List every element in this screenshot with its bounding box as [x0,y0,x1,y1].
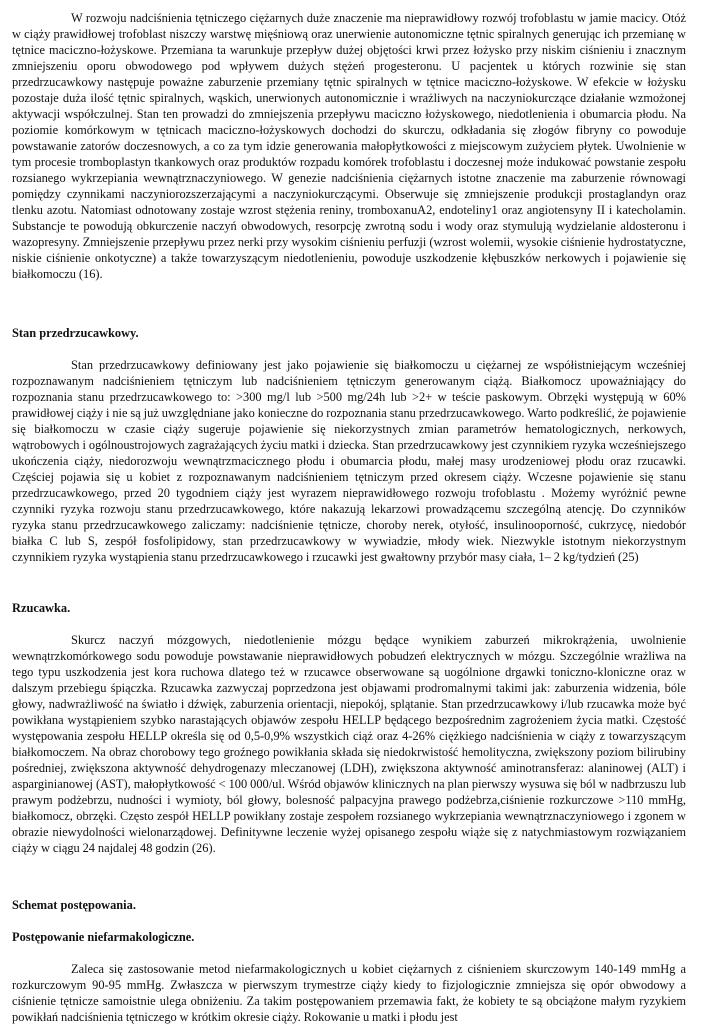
paragraph-eclampsia: Skurcz naczyń mózgowych, niedotlenienie mózgu będące wynikiem zaburzeń mikrokrążenia, uwolnienie wewnątrzkomórkowego sodu powoduje powstawanie nieprawidłowych pobudzeń elektrycznych w mózgu. Szczególnie wrażliwa na tego typu uszkodzenia jest kora ruchowa dlatego też w rzucawce obserwowane są uogólnione drgawki toniczno-kloniczne oraz w dalszym przebiegu śpiączka. Rzucawka zazwyczaj poprzedzona jest objawami prodromalnymi takimi jak: zaburzenia widzenia, bóle głowy, nadwrażliwość na światło i dźwięk, zaburzenia orientacji, niepokój, splątanie. Stan przedrzucawkowy i/lub rzucawka może być powikłana wystąpieniem szybko narastających objawów zespołu HELLP będącego bezpośrednim zagrożeniem życia matki. Częstość występowania zespołu HELLP określa się od 0,5-0,9% wszystkich ciąż oraz 4-26% ciężkiego nadciśnienia w ciąży z towarzyszącym białkomoczem. Na obraz chorobowy tego groźnego powikłania składa się niedokrwistość hemolityczna, zwiększony poziom bilirubiny pośredniej, zwiększona aktywność dehydrogenazy mleczanowej (LDH), zwiększona aktywność aminotransferaz: alaninowej (ALT) i asparginianowej (AST), małopłytkowość < 100 000/ul. Wśród objawów klinicznych na plan pierwszy wysuwa się ból w nadbrzuszu lub prawym podżebrzu, nudności i wymioty, ból głowy, bolesność palpacyjna prawego podżebrza,ciśnienie rozkurczowe >110 mmHg, białkomocz, obrzęki. Często zespół HELLP powikłany zostaje zespołem rozsianego wykrzepiania wewnątrznaczyniowego i zgonem w obrazie niewydolności wielonarządowej. Definitywne leczenie wyżej opisanego zespołu wiąże się z natychmiastowym rozwiązaniem ciąży w ciągu 24 najdalej 48 godzin (26). [12,633,686,855]
paragraph-preeclampsia: Stan przedrzucawkowy definiowany jest jako pojawienie się białkomoczu u ciężarnej ze współistniejącym wcześniej rozpoznawanym nadciśnieniem tętniczym lub nadciśnieniem tętniczym generowanym ciążą. Białkomocz upoważniający do rozpoznania stanu przedrzucawkowego to: >300 mg/l lub >500 mg/24h lub >2+ w teście paskowym. Obrzęki występują w 60% prawidłowej ciąży i nie są już uwzględniane jako konieczne do rozpoznania stanu przedrzucawkowego. Warto podkreślić, że pojawienie się białkomoczu w czasie ciąży sugeruje pojawienie się niekorzystnych zmian parametrów hematologicznych, nerkowych, wątrobowych i ogólnoustrojowych zagrażających życiu matki i dziecka. Stan przedrzucawkowy jest czynnikiem ryzyka wcześniejszego ukończenia ciąży, niedorozwoju wewnątrzmacicznego płodu i obumarcia płodu, małej masy urodzeniowej płodu oraz rzucawki. Częściej pojawia się u kobiet z rozpoznawanym nadciśnieniem tętniczym przed okresem ciąży. Wczesne pojawienie się stanu przedrzucawkowego, przed 20 tygodniem ciąży jest wyrazem nieprawidłowego rozwoju trofoblastu . Możemy wyróżnić pewne czynniki ryzyka rozwoju stanu przedrzucawkowego, które nakazują lekarzowi prowadzącemu szczególną atencję. Do czynników ryzyka stanu przedrzucawkowego zaliczamy: nadciśnienie tętnicze, choroby nerek, otyłość, insulinooporność, cukrzycę, niedobór białka C lub S, zespół fosfolipidowy, stan przedrzucawkowy w wywiadzie, młody wiek. Niezwykle istotnym niekorzystnym czynnikiem ryzyka wystąpienia stanu przedrzucawkowego i rzucawki jest gwałtowny przybór masy ciała, 1– 2 kg/tydzień (25) [12,358,686,564]
section-heading-preeclampsia: Stan przedrzucawkowy. [12,326,139,340]
section-heading-eclampsia: Rzucawka. [12,601,71,615]
paragraph-non-pharmacological: Zaleca się zastosowanie metod niefarmakologicznych u kobiet ciężarnych z ciśnieniem skurczowym 140-149 mmHg a rozkurczowym 90-95 mmHg. Zwłaszcza w pierwszym trymestrze ciąży kiedy to fizjologicznie zmniejsza się opór obwodowy a ciśnienie tętnicze samoistnie ulega obniżeniu. Za takim postępowaniem przemawia fakt, że kobiety te są obciążone małym ryzykiem powikłań nadciśnienia tętniczego w krótkim okresie ciąży. Rokowanie u matki i płodu jest [12,962,686,1024]
subsection-heading-non-pharmacological: Postępowanie niefarmakologiczne. [12,930,195,944]
paragraph-trophoblast: W rozwoju nadciśnienia tętniczego ciężarnych duże znaczenie ma nieprawidłowy rozwój trofoblastu w jamie macicy. Otóż w ciąży prawidłowej trofoblast niszczy warstwę mięśniową oraz unerwienie autonomiczne tętnic spiralnych generując ich przemianę w tętnice maciczno-łożyskowe. Przemiana ta warunkuje przepływ dużej objętości krwi przez łożysko przy niskim ciśnieniu i znacznym zmniejszeniu oporu obwodowego pod wpływem dużych stężeń progesteronu. U pacjentek u których rozwinie się stan przedrzucawkowy następuje poważne zaburzenie przemiany tętnic spiralnych w tętnice maciczno-łożyskowe. W efekcie w łożysku pozostaje duża ilość tętnic spiralnych, wąskich, unerwionych autonomicznie i wrażliwych na naczyniokurczące działanie wzmożonej aktywacji współczulnej. Stan ten prowadzi do zmniejszenia przepływu maciczno łożyskowego, niedotlenienia i obumarcia płodu. Na poziomie komórkowym w tętnicach maciczno-łożyskowych dochodzi do skurczu, odkładania się złogów fibryny co powoduje powstawanie zatorów doczesnowych, a co za tym idzie generowania małopłytkowości z miejscowym zużyciem płytek. Uwolnienie w tym procesie tromboplastyn tkankowych oraz produktów rozpadu komórek trofoblastu i doczesnej może indukować powstanie zespołu rozsianego wykrzepiania wewnątrznaczyniowego. W genezie nadciśnienia ciężarnych istotne znaczenie ma zaburzenie równowagi pomiędzy czynnikami naczyniorozszerzającymi a naczyniokurczącymi. Obserwuje się zmniejszenie produkcji prostaglandyn oraz tlenku azotu. Natomiast odnotowany zostaje wzrost stężenia reniny, tromboxanuA2, endoteliny1 oraz angiotensyny II i katecholamin. Substancje te powodują obkurczenie naczyń obwodowych, resorpcję zwrotną sodu i wody oraz stymulują wydzielanie aldosteronu i wazopresyny. Zmniejszenie przepływu przez nerki przy wysokim ciśnieniu perfuzji (wzrost wolemii, wysokie ciśnienie hydrostatyczne, niskie ciśnienie onkotyczne) a także towarzyszącym niedotlenieniu, powoduje uszkodzenie kłębuszków nerkowych i pojawienie się białkomoczu (16). [12,11,686,281]
section-heading-management: Schemat postępowania. [12,898,136,912]
